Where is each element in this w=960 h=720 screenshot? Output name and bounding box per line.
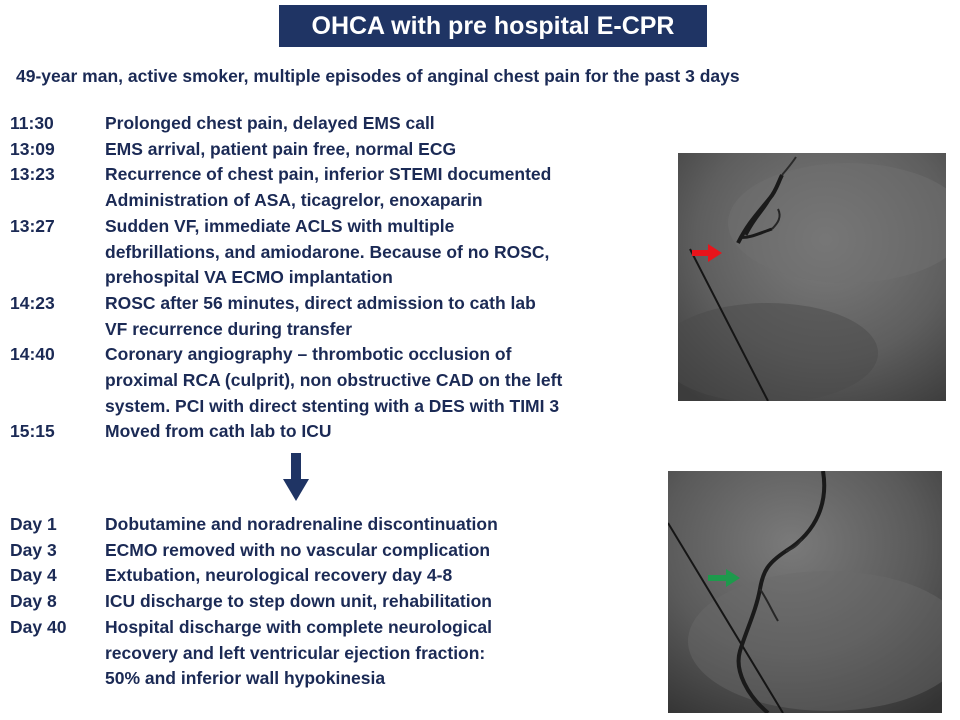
patient-summary: 49-year man, active smoker, multiple episodes of anginal chest pain for the past 3 days [16,66,740,86]
entry-line: Dobutamine and noradrenaline discontinuation [105,514,498,534]
entry-line: prehospital VA ECMO implantation [105,267,393,288]
entry-description [105,342,680,419]
down-arrow-icon [283,453,309,501]
followup-entry [10,563,680,589]
entry-line: proximal RCA (culprit), non obstructive CAD on the left [105,370,563,391]
entry-description [105,291,680,342]
angiogram-post-pci [668,471,942,713]
timeline-entry [10,419,680,445]
entry-description [105,162,680,213]
entry-time: Day 1 [10,514,57,534]
entry-time: 14:40 [10,344,55,365]
entry-description [105,563,680,589]
entry-description [105,137,680,163]
timeline-entry [10,291,680,342]
entry-line: EMS arrival, patient pain free, normal ECG [105,138,457,159]
entry-line: Sudden VF, immediate ACLS with multiple [105,215,455,236]
entry-time: 14:23 [10,292,55,313]
entry-line: Extubation, neurological recovery day 4-8 [105,565,453,586]
entry-line: Coronary angiography – thrombotic occlusion of [105,344,512,365]
entry-description [105,419,680,445]
followup-entry [10,512,680,538]
entry-time: 13:27 [10,215,55,236]
timeline-entry [10,137,680,163]
followup-entry [10,615,680,692]
entry-time: Day 3 [10,539,57,560]
entry-description [105,512,680,538]
timeline-entry [10,214,680,291]
entry-time: 13:09 [10,138,55,159]
entry-description [105,111,680,137]
entry-line: Administration of ASA, ticagrelor, enoxaparin [105,190,483,211]
entry-time: 11:30 [10,113,54,133]
entry-line: ECMO removed with no vascular complication [105,539,491,560]
entry-line: VF recurrence during transfer [105,318,353,339]
timeline-entry [10,342,680,419]
slide-title: OHCA with pre hospital E-CPR [279,5,707,47]
entry-time: Day 4 [10,565,57,586]
entry-line: ICU discharge to step down unit, rehabilitation [105,591,492,612]
timeline-entry [10,111,680,137]
entry-line: Recurrence of chest pain, inferior STEMI documented [105,164,552,185]
entry-description [105,615,680,692]
entry-line: Moved from cath lab to ICU [105,421,332,442]
entry-line: 50% and inferior wall hypokinesia [105,668,386,689]
entry-time: 15:15 [10,421,55,442]
entry-line: Prolonged chest pain, delayed EMS call [105,113,435,133]
entry-description [105,538,680,564]
entry-line: Hospital discharge with complete neurological [105,616,493,637]
angiogram-pre-pci [678,153,946,401]
followup-entry [10,538,680,564]
followup-entry [10,589,680,615]
entry-description [105,214,680,291]
entry-time: Day 40 [10,616,67,637]
entry-line: recovery and left ventricular ejection fraction: [105,642,486,663]
entry-line: defbrillations, and amiodarone. Because of no ROSC, [105,241,550,262]
entry-line: system. PCI with direct stenting with a DES with TIMI 3 [105,395,560,416]
entry-time: 13:23 [10,164,55,185]
entry-description [105,589,680,615]
entry-line: ROSC after 56 minutes, direct admission to cath lab [105,292,536,313]
timeline-entry [10,162,680,213]
followup-timeline [10,512,680,692]
entry-time: Day 8 [10,591,57,612]
event-timeline [10,111,680,445]
